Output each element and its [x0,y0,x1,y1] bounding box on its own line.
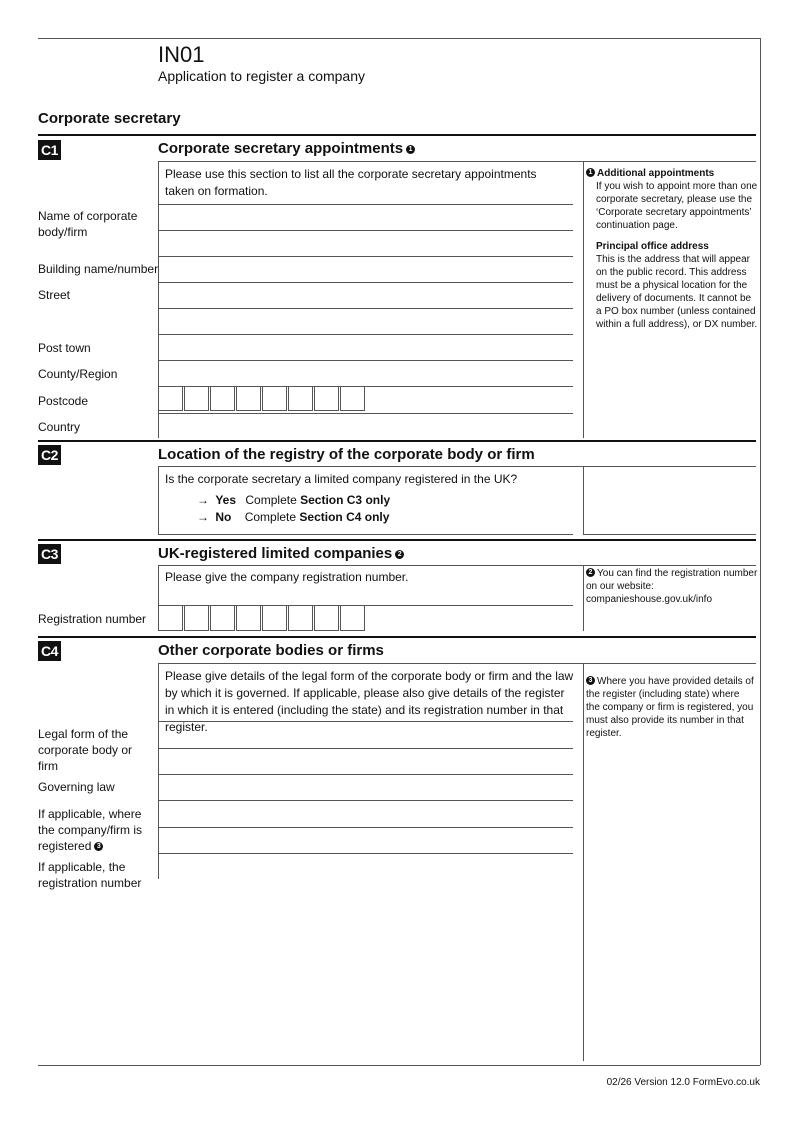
where-registered-note-marker: 3 [94,842,103,851]
c3-side-marker: 2 [586,568,595,577]
c4-badge: C4 [38,641,61,661]
corporate-name-input[interactable] [158,204,573,230]
postcode-box[interactable] [262,386,287,411]
right-rule [760,38,761,1065]
c2-badge: C2 [38,445,61,465]
c3-title-text: UK-registered limited companies [158,545,393,562]
arrow-right-icon: → [197,493,209,507]
postcode-box[interactable] [236,386,261,411]
c1-rule [38,134,756,136]
c4-instruction: Please give details of the legal form of the corporate body or firm and the law by which it is governed. If applicable, please also give details of the register in which it is entered (including the state) and its registration number in that register. [165,669,574,734]
c2-left-rule [158,466,159,534]
c3-instruction: Please give the company registration number. [165,570,409,584]
where-registered-input-line2[interactable] [158,827,573,853]
c4-rule [38,636,756,638]
county-input[interactable] [158,360,573,386]
c3-rule [38,539,756,541]
c4-registration-number-label: If applicable, the registration number [38,860,142,890]
county-label: County/Region [38,367,118,381]
postcode-box[interactable] [314,386,339,411]
corporate-name-label: Name of corporate body/firm [38,209,138,239]
c2-title: Location of the registry of the corporate body or firm [158,446,535,463]
form-title: Application to register a company [158,68,365,84]
postcode-box[interactable] [340,386,365,411]
c1-title-text: Corporate secretary appointments [158,140,404,157]
c3-sub-rule [158,565,756,566]
postcode-label: Postcode [38,394,89,408]
c2-side-rule [583,466,584,534]
c1-side-text2: This is the address that will appear on the public record. This address must be a physical location for the delivery of documents. It cannot be a PO box number (unless contained within a full address), or DX number. [596,254,758,330]
street-label: Street [38,288,71,302]
post-town-input[interactable] [158,334,573,360]
c2-question: Is the corporate secretary a limited company registered in the UK? [165,472,518,486]
c1-sub-rule [158,161,756,162]
c2-option-no[interactable] [197,509,389,525]
c4-side-marker: 3 [586,676,595,685]
where-registered-label [38,806,148,854]
c2-option-yes[interactable] [197,492,390,508]
c3-note-marker: 2 [395,550,404,559]
street-input-line2[interactable] [158,308,573,334]
c1-side-note [586,167,758,331]
governing-law-label: Governing law [38,780,115,794]
c3-title [158,545,404,562]
building-label: Building name/number [38,262,159,276]
where-registered-text: If applicable, where the company/firm is registered [38,807,143,853]
country-input[interactable] [158,413,573,438]
arrow-right-icon: → [197,510,209,524]
regno-box[interactable] [314,606,339,631]
c2-rule [38,440,756,442]
c2-no-label: No [215,510,232,524]
c1-side-marker: 1 [586,168,595,177]
c3-side-text: You can find the registration number on our website: companieshouse.gov.uk/info [586,568,758,605]
c2-yes-label: Yes [215,493,237,507]
c2-side-bottom-rule [583,534,756,535]
postcode-box[interactable] [288,386,313,411]
c4-title: Other corporate bodies or firms [158,642,384,659]
where-registered-input[interactable] [158,800,573,827]
c3-side-rule [583,565,584,631]
c1-note-marker: 1 [406,145,415,154]
c2-bottom-rule [158,534,573,535]
c2-no-text: Complete [244,510,297,524]
c3-badge: C3 [38,544,61,564]
regno-box[interactable] [340,606,365,631]
regno-box[interactable] [288,606,313,631]
legal-form-input[interactable] [158,721,573,748]
c1-badge: C1 [38,140,61,160]
street-input[interactable] [158,282,573,308]
postcode-box[interactable] [184,386,209,411]
c3-side-note [586,567,758,606]
c2-no-section: Section C4 only [299,510,390,524]
c1-side-text: If you wish to appoint more than one corporate secretary, please use the ‘Corporate secretary appointments’ continuation page. [596,181,758,231]
c4-side-rule [583,663,584,1061]
c2-sub-rule [158,466,756,467]
c1-side-rule [583,161,584,438]
c1-side-heading2: Principal office address [596,241,709,252]
registration-number-label: Registration number [38,612,147,626]
c1-instruction: Please use this section to list all the corporate secretary appointments taken on formation. [165,167,537,198]
c4-side-text: Where you have provided details of the register (including state) where the company or firm is registered, you must also provide its number in that register. [586,676,754,739]
c4-sub-rule [158,663,756,664]
legal-form-label: Legal form of the corporate body or firm [38,727,133,773]
c2-yes-text: Complete [245,493,297,507]
c4-registration-number-input[interactable] [158,853,573,879]
postcode-box[interactable] [158,386,183,411]
postcode-box[interactable] [210,386,235,411]
c1-side-heading: Additional appointments [597,168,715,179]
post-town-label: Post town [38,341,91,355]
corporate-name-input-line2[interactable] [158,230,573,256]
bottom-rule [38,1065,760,1066]
regno-box[interactable] [184,606,209,631]
building-input[interactable] [158,256,573,282]
regno-box[interactable] [262,606,287,631]
c4-side-note [586,675,756,740]
c2-yes-section: Section C3 only [300,493,391,507]
page-section-title: Corporate secretary [38,110,181,127]
regno-box[interactable] [236,606,261,631]
legal-form-input-line2[interactable] [158,748,573,774]
c1-title [158,140,415,157]
regno-box[interactable] [210,606,235,631]
regno-box[interactable] [158,606,183,631]
top-rule [38,38,760,39]
footer-version: 02/26 Version 12.0 FormEvo.co.uk [606,1077,760,1088]
country-label: Country [38,420,81,434]
form-code: IN01 [158,42,205,67]
governing-law-input[interactable] [158,774,573,800]
